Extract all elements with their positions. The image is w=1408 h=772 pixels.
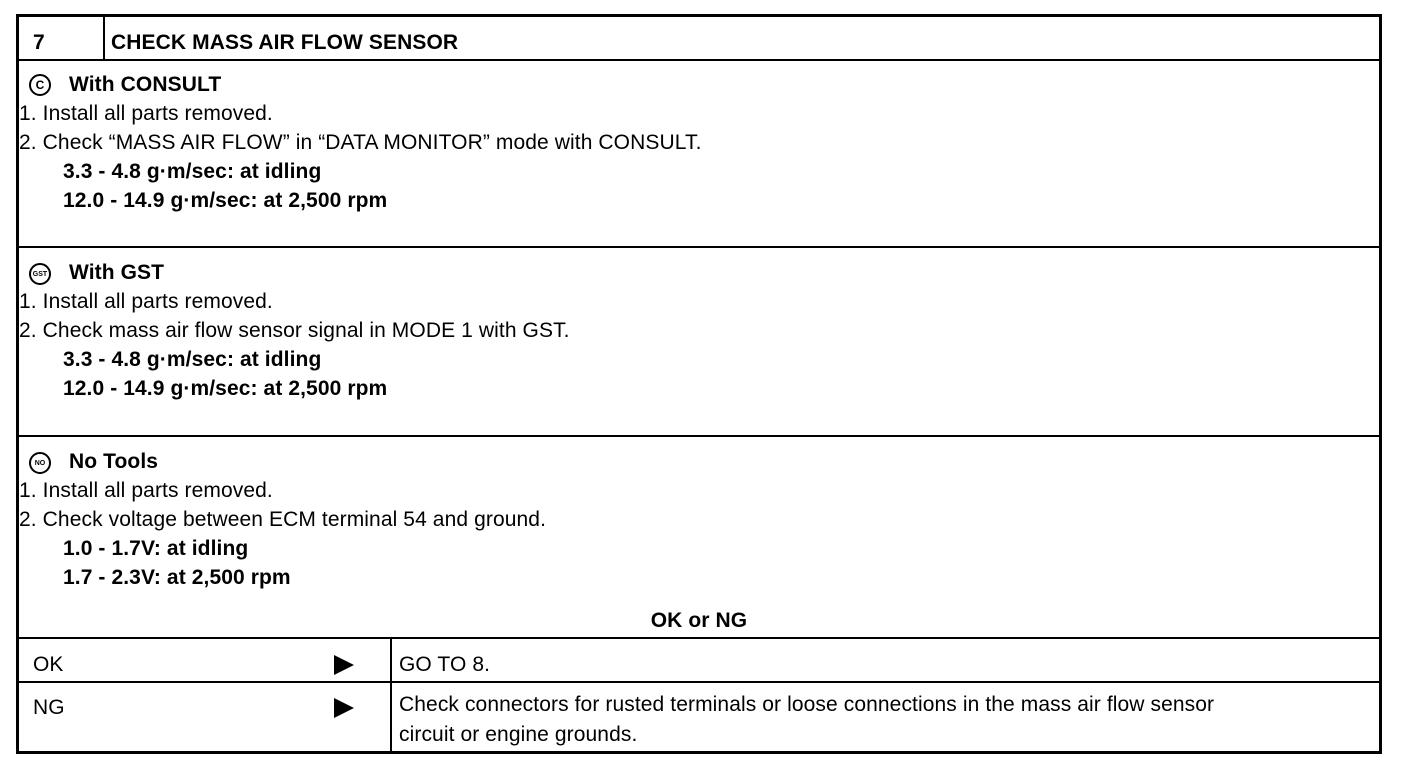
decision-rule <box>19 637 1379 639</box>
result-ok-label: OK <box>33 653 64 676</box>
arrow-right-icon <box>334 698 354 718</box>
result-ok-action: GO TO 8. <box>399 653 491 676</box>
result-column-divider <box>390 637 392 754</box>
result-row-divider <box>19 681 1379 683</box>
instruction-step: 1. Install all parts removed. <box>19 102 273 125</box>
section-divider <box>19 246 1379 248</box>
header-rule <box>19 59 1379 61</box>
header-divider <box>103 17 105 59</box>
no-tools-icon: NO <box>29 452 51 474</box>
instruction-step: 2. Check voltage between ECM terminal 54 and ground. <box>19 508 547 531</box>
instruction-step: 1. Install all parts removed. <box>19 290 273 313</box>
step-title: CHECK MASS AIR FLOW SENSOR <box>111 31 459 54</box>
spec-value: 3.3 - 4.8 g·m/sec: at idling <box>63 348 322 371</box>
result-ng-action-line2: circuit or engine grounds. <box>399 723 638 746</box>
arrow-right-icon <box>334 655 354 675</box>
gst-icon: GST <box>29 263 51 285</box>
instruction-step: 2. Check “MASS AIR FLOW” in “DATA MONITOR” mode with CONSULT. <box>19 131 702 154</box>
spec-value: 3.3 - 4.8 g·m/sec: at idling <box>63 160 322 183</box>
section-divider <box>19 435 1379 437</box>
spec-value: 12.0 - 14.9 g·m/sec: at 2,500 rpm <box>63 189 388 212</box>
result-ng-label: NG <box>33 696 65 719</box>
consult-icon: C <box>29 74 51 96</box>
instruction-step: 2. Check mass air flow sensor signal in MODE 1 with GST. <box>19 319 570 342</box>
section-heading: With GST <box>69 261 165 284</box>
diagnostic-step-table <box>16 14 1382 754</box>
spec-value: 12.0 - 14.9 g·m/sec: at 2,500 rpm <box>63 377 388 400</box>
decision-label: OK or NG <box>650 609 748 632</box>
section-heading: With CONSULT <box>69 73 222 96</box>
section-heading: No Tools <box>69 450 159 473</box>
result-ng-action-line1: Check connectors for rusted terminals or loose connections in the mass air flow sensor <box>399 693 1215 716</box>
spec-value: 1.7 - 2.3V: at 2,500 rpm <box>63 566 291 589</box>
step-number: 7 <box>33 31 45 54</box>
spec-value: 1.0 - 1.7V: at idling <box>63 537 249 560</box>
instruction-step: 1. Install all parts removed. <box>19 479 273 502</box>
